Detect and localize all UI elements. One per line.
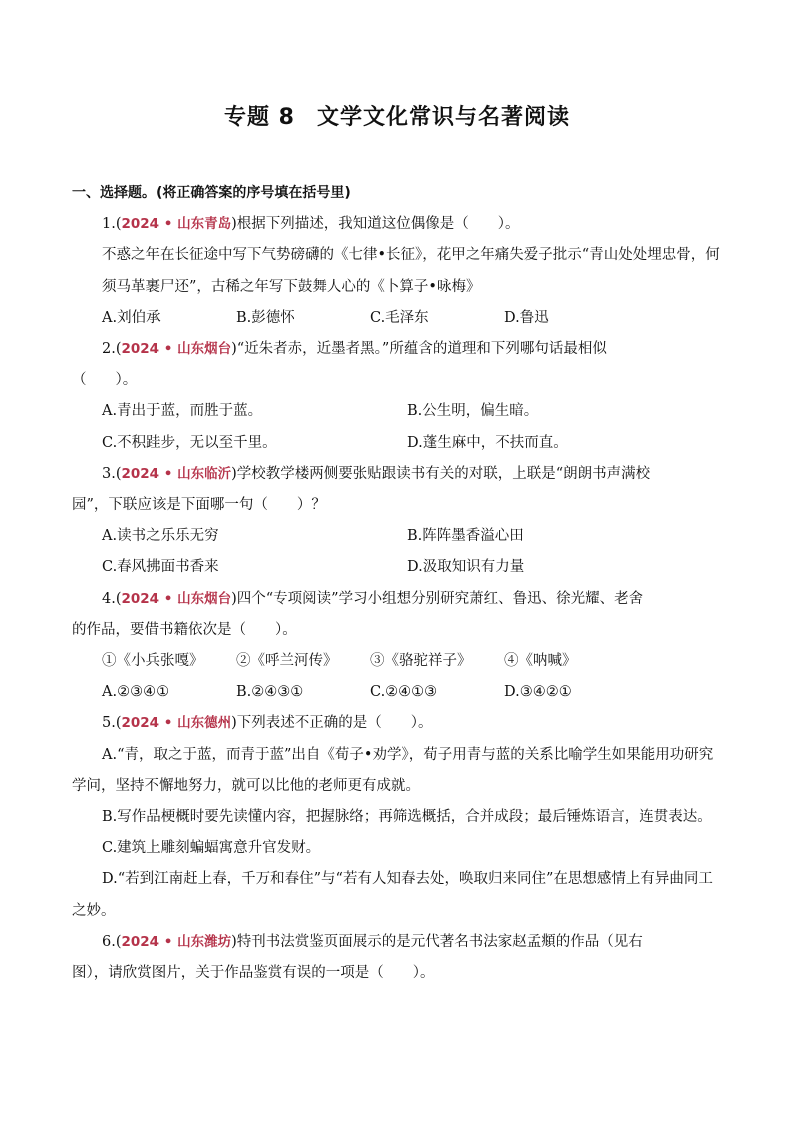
option-d[interactable]: D.鲁迅 [504, 309, 549, 326]
option-d[interactable]: D.“若到江南赶上春，千万和春住”与“若有人知春去处，唤取归来同住”在思想感情上有异曲同工之妙。 [72, 871, 713, 919]
option-b[interactable]: B.②④③① [236, 684, 304, 701]
question-number: 6.( [102, 933, 122, 950]
section-heading: 一、选择题。(将正确答案的序号填在括号里) [72, 185, 351, 201]
option-a[interactable]: A.刘伯承 [102, 309, 161, 326]
question-text: )下列表述不正确的是（ ）。 [231, 715, 433, 732]
question-4-options [72, 677, 724, 708]
option-c[interactable]: C.不积跬步，无以至千里。 [102, 434, 277, 451]
option-a[interactable]: A.“青，取之于蓝，而青于蓝”出自《荀子•劝学》，荀子用青与蓝的关系比喻学生如果能用功研究学问，坚持不懈地努力，就可以比他的老师更有成就。 [72, 746, 714, 794]
option-a[interactable]: A.读书之乐乐无穷 [102, 528, 219, 545]
page-title [0, 100, 794, 131]
question-source: 2024 • 山东烟台 [121, 341, 232, 358]
question-4-book-list [72, 646, 724, 677]
option-a[interactable]: A.青出于蓝，而胜于蓝。 [102, 403, 263, 420]
option-d[interactable]: D.蓬生麻中，不扶而直。 [407, 434, 568, 451]
question-number: 3.( [102, 465, 122, 482]
question-4-stem-continued: 的作品，要借书籍依次是（ ）。 [72, 621, 297, 638]
question-3-stem-continued: 园”，下联应该是下面哪一句（ ）？ [72, 497, 326, 514]
question-5-stem [72, 708, 724, 739]
question-6-stem-continued: 图），请欣赏图片，关于作品鉴赏有误的一项是（ ）。 [72, 965, 435, 982]
question-text: )“近朱者赤，近墨者黑。”所蕴含的道理和下列哪句话最相似 [231, 341, 607, 358]
option-c[interactable]: C.毛泽东 [370, 309, 429, 326]
question-2-options-row-2 [72, 428, 724, 459]
option-c[interactable]: C.建筑上雕刻蝙蝠寓意升官发财。 [102, 840, 321, 857]
question-source: 2024 • 山东潍坊 [121, 933, 232, 950]
question-source: 2024 • 山东青岛 [121, 216, 232, 233]
question-1-passage: 不惑之年在长征途中写下气势磅礴的《七律•长征》，花甲之年痛失爱子批示“青山处处埋忠骨，何须马革裹尸还”，古稀之年写下鼓舞人心的《卜算子•咏梅》 [102, 247, 720, 295]
option-b[interactable]: B.阵阵墨香溢心田 [407, 528, 524, 545]
option-a[interactable]: A.②③④① [102, 684, 170, 701]
question-number: 2.( [102, 341, 122, 358]
question-3-options-row-2 [72, 552, 724, 583]
question-2-stem-continued: （ ）。 [72, 372, 138, 389]
question-source: 2024 • 山东临沂 [121, 465, 232, 482]
question-3-stem [72, 459, 724, 490]
question-2-options-row-1 [72, 396, 724, 427]
question-content [72, 178, 724, 989]
question-2-stem [72, 334, 724, 365]
book-1: ①《小兵张嘎》 [102, 653, 204, 670]
question-number: 1.( [102, 216, 122, 233]
question-1-options [72, 303, 724, 334]
title-topic-name: 文学文化常识与名著阅读 [316, 105, 570, 130]
title-topic-number: 专题 8 [224, 105, 295, 130]
book-2: ②《呼兰河传》 [236, 653, 338, 670]
question-source: 2024 • 山东烟台 [121, 590, 232, 607]
question-source: 2024 • 山东德州 [121, 715, 232, 732]
option-c[interactable]: C.②④①③ [370, 684, 438, 701]
book-4: ④《呐喊》 [504, 653, 577, 670]
question-number: 5.( [102, 715, 122, 732]
question-text: )特刊书法赏鉴页面展示的是元代著名书法家赵孟頫的作品（见右 [231, 933, 643, 950]
book-3: ③《骆驼祥子》 [370, 653, 472, 670]
option-b[interactable]: B.彭德怀 [236, 309, 295, 326]
question-text: )根据下列描述，我知道这位偶像是（ ）。 [231, 216, 520, 233]
option-d[interactable]: D.③④②① [504, 684, 572, 701]
question-3-options-row-1 [72, 521, 724, 552]
question-6-stem [72, 927, 724, 958]
question-text: )学校教学楼两侧要张贴跟读书有关的对联，上联是“朗朗书声满校 [231, 465, 651, 482]
question-text: )四个“专项阅读”学习小组想分别研究萧红、鲁迅、徐光耀、老舍 [231, 590, 644, 607]
option-c[interactable]: C.春风拂面书香来 [102, 559, 219, 576]
option-d[interactable]: D.汲取知识有力量 [407, 559, 525, 576]
option-b[interactable]: B.公生明，偏生暗。 [407, 403, 539, 420]
question-1-stem [72, 209, 724, 240]
option-b[interactable]: B.写作品梗概时要先读懂内容，把握脉络；再筛选概括，合并成段；最后锤炼语言，连贯表达。 [102, 809, 712, 826]
question-4-stem [72, 584, 724, 615]
question-number: 4.( [102, 590, 122, 607]
